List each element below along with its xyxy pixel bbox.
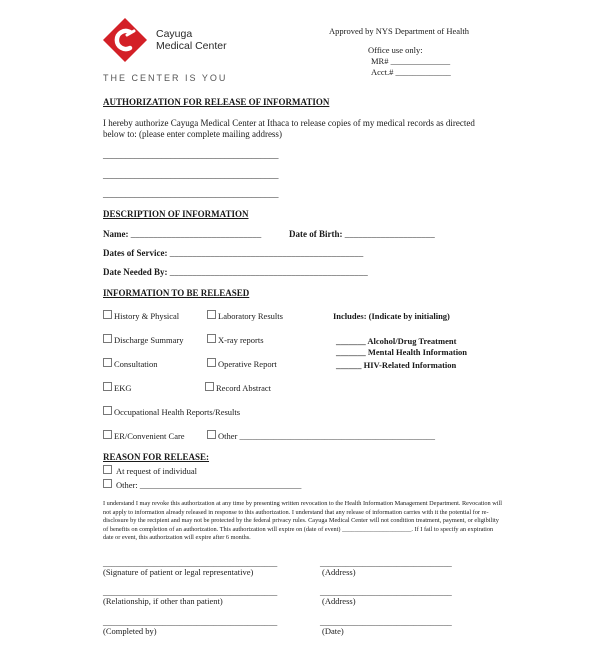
date-needed-field[interactable]: ____________________________________________ — [169, 267, 368, 277]
section-reason-title: REASON FOR RELEASE: — [103, 452, 210, 462]
other-row — [218, 431, 435, 441]
option-label: History & Physical — [114, 311, 180, 321]
initial-field[interactable]: ______ — [336, 360, 362, 370]
history-physical-checkbox[interactable] — [103, 310, 112, 319]
other-field[interactable]: ______________________________________________ — [239, 431, 435, 441]
date-needed-label: Date Needed By: — [103, 267, 168, 277]
option-label: Laboratory Results — [218, 311, 283, 321]
name-label: Name: — [103, 229, 129, 239]
operative-report-checkbox[interactable] — [207, 358, 216, 367]
record-abstract-checkbox[interactable] — [205, 382, 214, 391]
service-dates-field[interactable]: ___________________________________________ — [169, 248, 364, 258]
option-label: Record Abstract — [216, 383, 271, 393]
option-label: Other — [218, 431, 238, 441]
cayuga-logo-icon — [103, 18, 147, 62]
includes-title: Includes: (Indicate by initialing) — [333, 311, 450, 321]
logo-line2: Medical Center — [156, 40, 227, 52]
logo-line1: Cayuga — [156, 28, 193, 40]
initial-field[interactable]: _______ — [336, 347, 366, 357]
account-number-field: Acct.# _____________ — [371, 67, 451, 77]
option-label: Operative Report — [218, 359, 277, 369]
include-label: Mental Health Information — [367, 347, 468, 357]
option-label: EKG — [114, 383, 132, 393]
ekg-checkbox[interactable] — [103, 382, 112, 391]
name-row — [103, 229, 261, 239]
date-signature-line[interactable]: _______________________________ — [320, 617, 452, 627]
service-dates-label: Dates of Service: — [103, 248, 168, 258]
completed-by-label: (Completed by) — [103, 626, 157, 636]
occupational-health-checkbox[interactable] — [103, 406, 112, 415]
option-label: Discharge Summary — [114, 335, 184, 345]
date-label: (Date) — [322, 626, 344, 636]
request-individual-checkbox[interactable] — [103, 465, 112, 474]
other-reason-field[interactable]: Other: ______________________________________ — [116, 480, 302, 490]
relationship-label: (Relationship, if other than patient) — [103, 596, 223, 606]
dob-field[interactable]: ____________________ — [344, 229, 435, 239]
completed-by-line[interactable]: _________________________________________ — [103, 617, 278, 627]
section-information-title: INFORMATION TO BE RELEASED — [103, 288, 250, 298]
signature-label: (Signature of patient or legal representative) — [103, 567, 254, 577]
xray-reports-checkbox[interactable] — [207, 334, 216, 343]
address-signature-line[interactable]: _______________________________ — [320, 558, 452, 568]
address-line[interactable]: _______________________________________ — [103, 170, 279, 180]
include-row — [336, 336, 456, 346]
address-signature-line[interactable]: _______________________________ — [320, 587, 452, 597]
address-line[interactable]: _______________________________________ — [103, 189, 279, 199]
approval-note: Approved by NYS Department of Health — [329, 26, 469, 36]
laboratory-results-checkbox[interactable] — [207, 310, 216, 319]
initial-field[interactable]: _______ — [336, 336, 366, 346]
include-row — [336, 347, 467, 357]
name-field[interactable]: _____________________________ — [130, 229, 262, 239]
include-label: HIV-Related Information — [363, 360, 457, 370]
revocation-statement: I understand I may revoke this authorization at any time by presenting written revocation to the Health Information Management Department. Revocation will not apply to information already released in response to this authorization. I understand that any release of information carries with it the potential for re-disclosure by the recipient and may not be protected by the federal privacy rules. Cayuga Medical Center will not condition treatment, payment, or eligibility of benefits on completion of an authorization. This authorization will expire on (date of event) ______________________. If I fail to specify an expiration date or event, this authorization will expire after 6 months. — [103, 500, 503, 541]
address-label: (Address) — [322, 567, 356, 577]
option-label: ER/Convenient Care — [114, 431, 185, 441]
address-line[interactable]: _______________________________________ — [103, 150, 279, 160]
dob-label: Date of Birth: — [289, 229, 343, 239]
other-checkbox[interactable] — [207, 430, 216, 439]
consultation-checkbox[interactable] — [103, 358, 112, 367]
logo-name — [156, 28, 227, 52]
include-label: Alcohol/Drug Treatment — [367, 336, 457, 346]
option-label: At request of individual — [116, 466, 197, 476]
option-label: X-ray reports — [218, 335, 264, 345]
other-reason-checkbox[interactable] — [103, 479, 112, 488]
er-convenient-care-checkbox[interactable] — [103, 430, 112, 439]
option-label: Occupational Health Reports/Results — [114, 407, 241, 417]
relationship-line[interactable]: _________________________________________ — [103, 587, 278, 597]
section-authorization-title: AUTHORIZATION FOR RELEASE OF INFORMATION — [103, 97, 330, 107]
office-use-label: Office use only: — [368, 45, 423, 55]
signature-line[interactable]: _________________________________________ — [103, 558, 278, 568]
include-row — [336, 360, 456, 370]
address-label: (Address) — [322, 596, 356, 606]
authorization-intro: I hereby authorize Cayuga Medical Center at Ithaca to release copies of my medical records as directed below to: (please enter complete mailing address) — [103, 118, 475, 139]
service-dates-row — [103, 248, 363, 258]
dob-row — [289, 229, 435, 239]
section-description-title: DESCRIPTION OF INFORMATION — [103, 209, 249, 219]
option-label: Consultation — [114, 359, 158, 369]
logo-tagline: THE CENTER IS YOU — [103, 73, 228, 83]
date-needed-row — [103, 267, 368, 277]
mr-number-field: MR# ______________ — [371, 56, 451, 66]
discharge-summary-checkbox[interactable] — [103, 334, 112, 343]
